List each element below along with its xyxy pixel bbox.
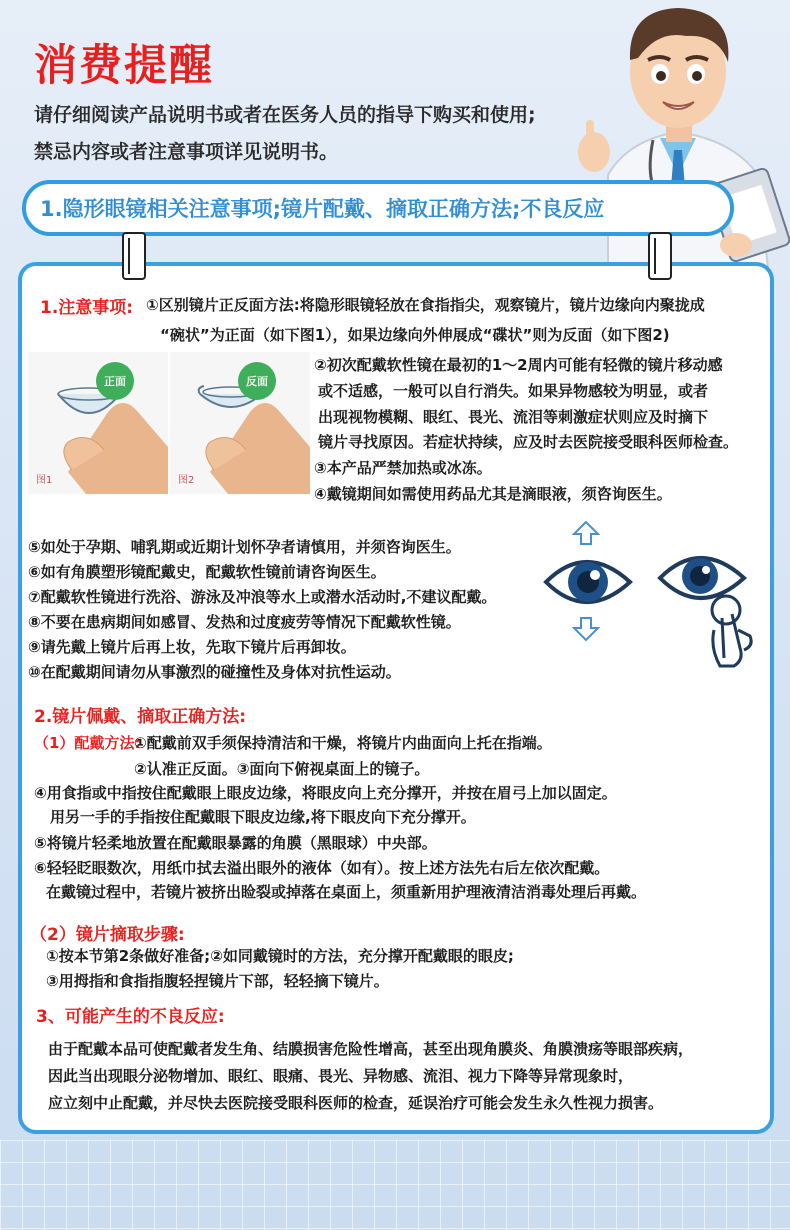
item8: ⑧不要在患病期间如感冒、发热和过度疲劳等情况下配戴软性镜。 — [28, 613, 461, 631]
section2-sub1-line4: 用另一手的手指按住配戴眼下眼皮边缘,将下眼皮向下充分撑开。 — [50, 808, 476, 826]
item3: ③本产品严禁加热或冰冻。 — [314, 459, 492, 477]
figure2-badge: 反面 — [238, 362, 276, 400]
intro-line-2: 禁忌内容或者注意事项详见说明书。 — [34, 141, 339, 163]
section2-sub1-line7: 在戴镜过程中，若镜片被挤出睑裂或掉落在桌面上，须重新用护理液清洁消毒处理后再戴。 — [46, 883, 647, 901]
section1-line2: “碗状”为正面（如下图1），如果边缘向外伸展成“碟状”则为反面（如下图2) — [160, 326, 670, 344]
background-grid — [0, 1140, 790, 1230]
item2-line1: ②初次配戴软性镜在最初的1～2周内可能有轻微的镜片移动感 — [314, 356, 723, 374]
section2-sub2-line1: ①按本节第2条做好准备;②如同戴镜时的方法，充分撑开配戴眼的眼皮; — [46, 947, 514, 965]
section2-sub1-line6: ⑥轻轻眨眼数次，用纸巾拭去溢出眼外的液体（如有）。按上述方法先右后左依次配戴。 — [34, 859, 610, 877]
section2-sub1-line2: ②认准正反面。③面向下俯视桌面上的镜子。 — [134, 760, 430, 778]
arrow-down-icon — [574, 618, 598, 640]
item2-line2: 或不适感，一般可以自行消失。如果异物感较为明显，或者 — [318, 382, 709, 400]
section2-sub1-line3: ④用食指或中指按住配戴眼上眼皮边缘，将眼皮向上充分撑开，并按在眉弓上加以固定。 — [34, 784, 617, 802]
figure1-badge: 正面 — [96, 362, 134, 400]
topic-banner-text: 1.隐形眼镜相关注意事项;镜片配戴、摘取正确方法;不良反应 — [40, 197, 605, 221]
item2-line3: 出现视物模糊、眼红、畏光、流泪等刺激症状则应及时摘下 — [318, 408, 709, 426]
item5: ⑤如处于孕期、哺乳期或近期计划怀孕者请慎用，并须咨询医生。 — [28, 538, 461, 556]
section2-sub1-line5: ⑤将镜片轻柔地放置在配戴眼暴露的角膜（黑眼球）中央部。 — [34, 834, 437, 852]
topic-banner — [22, 180, 734, 236]
card-clip-left — [122, 232, 146, 280]
finger-icon — [712, 596, 751, 666]
section3-heading: 3、可能产生的不良反应: — [36, 1007, 225, 1027]
section1-heading: 1.注意事项: — [40, 298, 134, 318]
item4: ④戴镜期间如需使用药品尤其是滴眼液，须咨询医生。 — [314, 485, 672, 503]
eye-illustration — [540, 518, 764, 668]
lens-figure-1 — [28, 352, 168, 494]
card-clip-right — [648, 232, 672, 280]
section3-line3: 应立刻中止配戴，并尽快去医院接受眼科医师的检查，延误治疗可能会发生永久性视力损害。 — [48, 1094, 664, 1112]
section2-sub2-line2: ③用拇指和食指指腹轻捏镜片下部，轻轻摘下镜片。 — [46, 972, 389, 990]
eye-icon — [546, 562, 630, 602]
figure1-label: 图1 — [36, 475, 53, 486]
section3-line1: 由于配戴本品可使配戴者发生角、结膜损害危险性增高，甚至出现角膜炎、角膜溃疡等眼部疾病， — [48, 1040, 694, 1058]
section2-heading: 2.镜片佩戴、摘取正确方法: — [34, 707, 247, 727]
arrow-up-icon — [574, 522, 598, 544]
lens-figure-2 — [170, 352, 310, 494]
section2-sub1-line1: ①配戴前双手须保持清洁和干燥，将镜片内曲面向上托在指端。 — [134, 734, 552, 752]
figure2-label: 图2 — [178, 475, 195, 486]
section2-sub1-label: （1）配戴方法: — [34, 734, 141, 752]
item2-line4: 镜片寻找原因。若症状持续，应及时去医院接受眼科医师检查。 — [318, 433, 739, 451]
item9: ⑨请先戴上镜片后再上妆，先取下镜片后再卸妆。 — [28, 638, 356, 656]
page-title: 消费提醒 — [34, 41, 214, 91]
section1-line1: ①区别镜片正反面方法:将隐形眼镜轻放在食指指尖，观察镜片，镜片边缘向内聚拢成 — [146, 296, 705, 314]
intro-line-1: 请仔细阅读产品说明书或者在医务人员的指导下购买和使用; — [34, 104, 536, 126]
item10: ⑩在配戴期间请勿从事激烈的碰撞性及身体对抗性运动。 — [28, 663, 401, 681]
item6: ⑥如有角膜塑形镜配戴史，配戴软性镜前请咨询医生。 — [28, 563, 386, 581]
section3-line2: 因此当出现眼分泌物增加、眼红、眼痛、畏光、异物感、流泪、视力下降等异常现象时， — [48, 1067, 634, 1085]
eye-icon — [660, 558, 744, 598]
item7: ⑦配戴软性镜进行洗浴、游泳及冲浪等水上或潜水活动时,不建议配戴。 — [28, 588, 497, 606]
section2-sub2-label: （2）镜片摘取步骤: — [30, 925, 185, 945]
